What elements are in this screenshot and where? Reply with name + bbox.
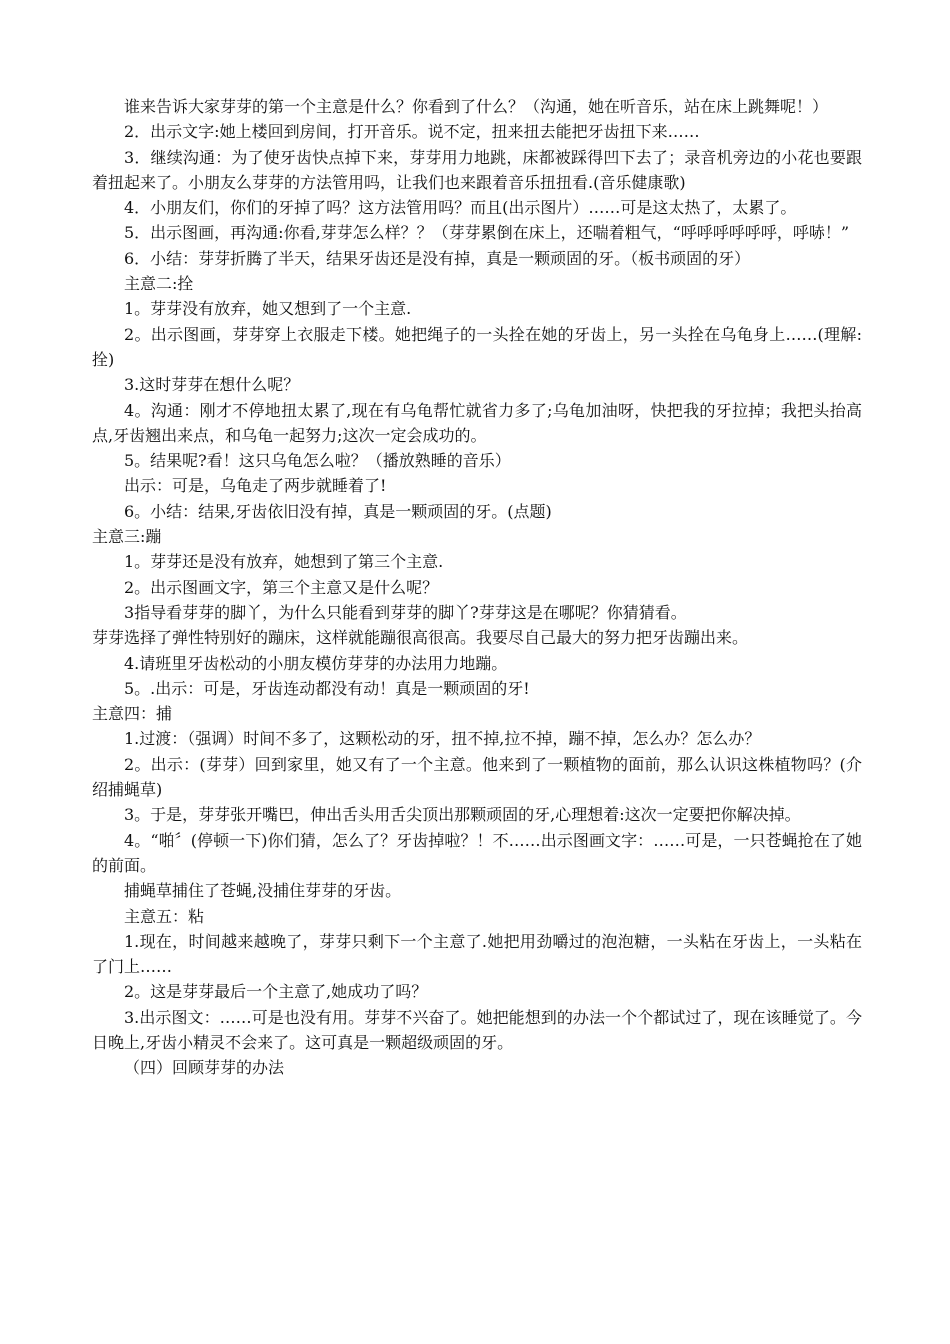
paragraph: 2。这是芽芽最后一个主意了,她成功了吗？ <box>124 982 428 1002</box>
paragraph: 2。出示：(芽芽）回到家里，她又有了一个主意。他来到了一颗植物的面前，那么认识这株植物吗？(介绍捕蝇草) <box>92 754 862 800</box>
paragraph: 芽芽选择了弹性特别好的蹦床，这样就能蹦很高很高。我要尽自己最大的努力把牙齿蹦出来。 <box>92 628 749 648</box>
paragraph: 2。出示图画文字，第三个主意又是什么呢？ <box>124 577 439 597</box>
paragraph: 5。.出示：可是，牙齿连动都没有动！真是一颗顽固的牙! <box>124 678 530 698</box>
paragraph: 6。小结：结果,牙齿依旧没有掉，真是一颗顽固的牙。(点题) <box>124 501 552 521</box>
paragraph: 2．出示文字:她上楼回到房间，打开音乐。说不定，扭来扭去能把牙齿扭下来…… <box>124 122 700 142</box>
paragraph: 1。芽芽没有放弃，她又想到了一个主意. <box>124 299 412 319</box>
paragraph: 2。出示图画，芽芽穿上衣服走下楼。她把绳子的一头拴在她的牙齿上，另一头拴在乌龟身上……(理解:拴) <box>92 324 862 369</box>
paragraph: 出示：可是，乌龟走了两步就睡着了! <box>124 476 387 496</box>
paragraph: 1.过渡：（强调）时间不多了，这颗松动的牙，扭不掉,拉不掉，蹦不掉，怎么办？怎么办？ <box>124 729 761 749</box>
paragraph: 3。于是，芽芽张开嘴巴，伸出舌头用舌尖顶出那颗顽固的牙,心理想着:这次一定要把你解决掉。 <box>124 805 801 825</box>
paragraph: 捕蝇草捕住了苍蝇,没捕住芽芽的牙齿。 <box>124 881 402 901</box>
paragraph: 主意五：粘 <box>124 906 205 926</box>
paragraph: 5。结果呢?看！这只乌龟怎么啦？（播放熟睡的音乐） <box>124 451 511 471</box>
paragraph: 1.现在，时间越来越晚了，芽芽只剩下一个主意了.她把用劲嚼过的泡泡糖，一头粘在牙齿上，一头粘在了门上…… <box>92 931 862 977</box>
paragraph: 6．小结：芽芽折腾了半天，结果牙齿还是没有掉，真是一颗顽固的牙。（板书顽固的牙） <box>124 248 751 268</box>
paragraph: 4。“啪〞(停顿一下)你们猜，怎么了？牙齿掉啦？！不……出示图画文字：……可是，一只苍蝇抢在了她的前面。 <box>92 830 862 875</box>
paragraph: （四）回顾芽芽的办法 <box>124 1058 285 1078</box>
paragraph: 4．小朋友们，你们的牙掉了吗？这方法管用吗？而且(出示图片）……可是这太热了，太累了。 <box>124 198 797 218</box>
paragraph: 3.这时芽芽在想什么呢？ <box>124 375 300 395</box>
document-body <box>92 94 862 1081</box>
paragraph: 3指导看芽芽的脚丫，为什么只能看到芽芽的脚丫?芽芽这是在哪呢？你猜猜看。 <box>124 602 687 622</box>
paragraph: 主意二:拴 <box>124 274 194 294</box>
paragraph: 5．出示图画，再沟通:你看,芽芽怎么样？？（芽芽累倒在床上，还喘着粗气，“呼呼呼呼呼呼，呼哧！” <box>124 223 850 243</box>
paragraph: 3．继续沟通：为了使牙齿快点掉下来，芽芽用力地跳，床都被踩得凹下去了；录音机旁边的小花也要跟着扭起来了。小朋友么芽芽的方法管用吗，让我们也来跟着音乐扭扭看.(音乐健康歌) <box>92 147 862 192</box>
paragraph: 主意三:蹦 <box>92 527 162 547</box>
paragraph: 4。沟通：刚才不停地扭太累了,现在有乌龟帮忙就省力多了;乌龟加油呀，快把我的牙拉掉；我把头抬高点,牙齿翘出来点，和乌龟一起努力;这次一定会成功的。 <box>92 400 862 445</box>
paragraph: 4.请班里牙齿松动的小朋友模仿芽芽的办法用力地蹦。 <box>124 653 508 673</box>
paragraph: 1。芽芽还是没有放弃，她想到了第三个主意. <box>124 552 444 572</box>
paragraph: 谁来告诉大家芽芽的第一个主意是什么？你看到了什么？（沟通，她在听音乐，站在床上跳舞呢！） <box>124 97 829 116</box>
paragraph: 3.出示图文：……可是也没有用。芽芽不兴奋了。她把能想到的办法一个个都试过了，现在该睡觉了。今日晚上,牙齿小精灵不会来了。这可真是一颗超级顽固的牙。 <box>92 1007 862 1052</box>
paragraph: 主意四：捕 <box>92 704 173 724</box>
